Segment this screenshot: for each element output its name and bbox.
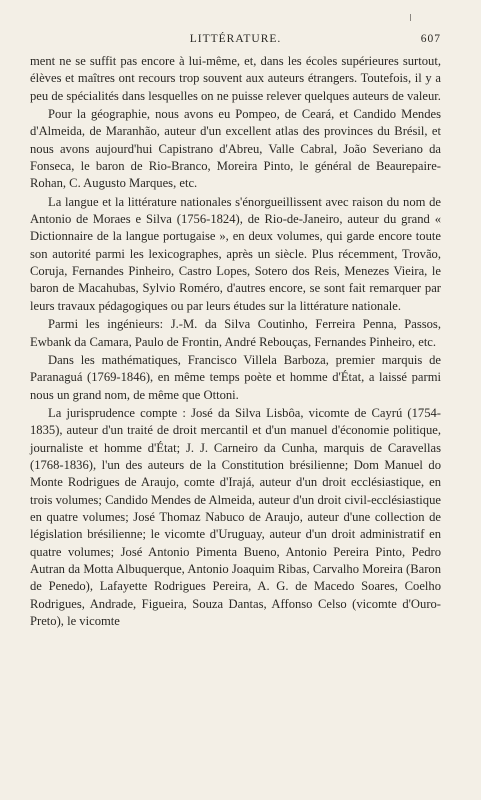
paragraph: Dans les mathématiques, Francisco Villela Barboza, premier marquis de Paranaguá (1769-1846), en même temps poète et homme d'État, a laissé parmi nous un grand nom, de même que Ottoni.: [30, 352, 441, 402]
running-title: LITTÉRATURE.: [189, 33, 282, 45]
paragraph: Parmi les ingénieurs: J.-M. da Silva Coutinho, Ferreira Penna, Passos, Ewbank da Camara, Paulo de Frontin, André Rebouças, Fernandes Pinheiro, etc.: [30, 317, 441, 349]
running-header: [30, 33, 441, 49]
paragraph: Pour la géographie, nous avons eu Pompeo, de Ceará, et Candido Mendes d'Almeida, de Maranhão, auteur d'un excellent atlas des provinces du Brésil, et nous avons aujourd'hui Capistrano d'Abreu, Valle Cabral, João Severiano da Fonseca, le baron de Rio-Branco, Moreira Pinto, le général de Beaurepaire-Rohan, C. Augusto Marques, etc.: [30, 107, 441, 191]
page-number: 607: [420, 33, 441, 45]
paragraph: ment ne se suffit pas encore à lui-même, et, dans les écoles supérieures surtout, élèves et maîtres ont recours trop souvent aux auteurs étrangers. Toutefois, il y a peu de spécialités dans lesquelles on ne puisse relever quelques auteurs de valeur.: [30, 54, 441, 103]
body-text: [30, 53, 441, 631]
margin-mark: [410, 14, 411, 21]
paragraph: La langue et la littérature nationales s'énorgueillissent avec raison du nom de Antonio de Moraes e Silva (1756-1824), de Rio-de-Janeiro, auteur du grand « Dictionnaire de la langue portugaise », en deux volumes, qui garde encore toute son autorité parmi les lexicographes, après un siècle. Plus récemment, Trovão, Coruja, Fernandes Pinheiro, Castro Lopes, Sotero dos Reis, Menezes Vieira, le baron de Macahubas, Sylvio Roméro, d'autres encore, se sont fait remarquer par leurs travaux pédagogiques ou par leurs études sur la littérature nationale.: [30, 194, 441, 313]
paragraph: La jurisprudence compte : José da Silva Lisbôa, vicomte de Cayrú (1754-1835), auteur d'un traité de droit mercantil et d'un manuel d'économie politique, journaliste et homme d'État; J. J. Carneiro da Cunha, marquis de Caravellas (1768-1836), l'un des auteurs de la Constitution brésilienne; Dom Manuel do Monte Rodrigues de Araujo, comte d'Irajá, auteur d'un droit ecclésiastique, en trois volumes; Candido Mendes de Almeida, auteur d'un droit civil-ecclésiastique en quatre volumes; José Thomaz Nabuco de Araujo, auteur d'une collection de législation brésilienne; le vicomte d'Uruguay, auteur d'un droit administratif en quatre volumes; José Antonio Pimenta Bueno, Antonio Pereira Pinto, Pedro Autran da Motta Albuquerque, Antonio Joaquim Ribas, Carvalho Moreira (Baron de Penedo), Lafayette Rodrigues Pereira, A. G. de Macedo Soares, Coelho Rodrigues, Andrade, Figueira, Souza Dantas, Affonso Celso (vicomte d'Ouro-Preto), le vicomte: [30, 405, 441, 628]
